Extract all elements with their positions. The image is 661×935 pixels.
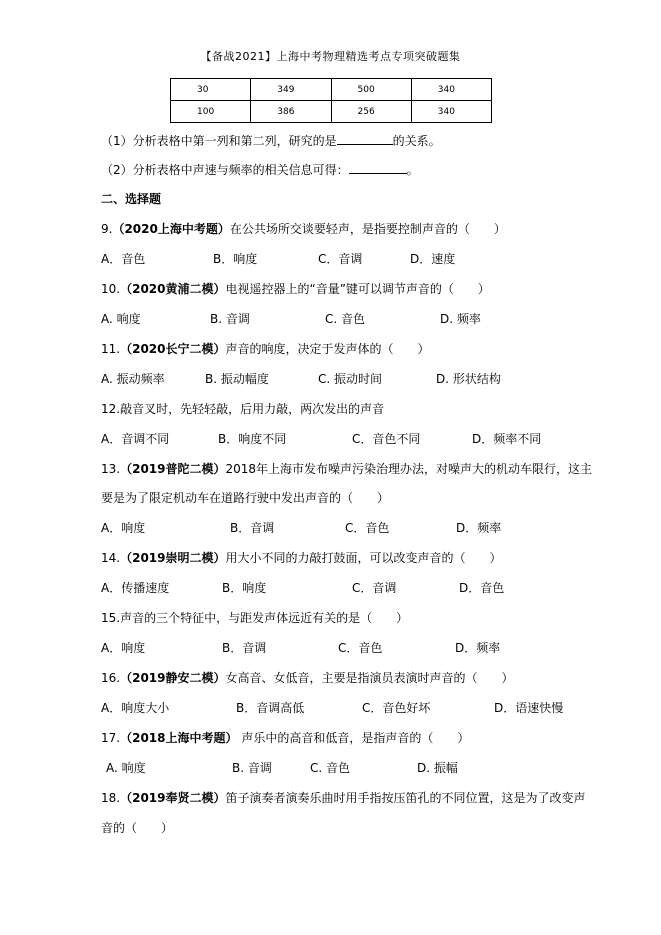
question-13-continued: 要是为了限定机动车在道路行驶中发出声音的（ ） <box>101 491 390 505</box>
sub-question-2-suffix: 。 <box>406 163 419 177</box>
table-cell: 386 <box>251 101 331 123</box>
option-d: D．语速快慢 <box>494 701 564 715</box>
question-source: （2020黄浦二模） <box>120 282 226 296</box>
sub-question-2-prefix: （2）分析表格中声速与频率的相关信息可得： <box>101 163 349 177</box>
option-d: D．频率不同 <box>472 432 542 446</box>
question-text: 敲音叉时，先轻轻敲，后用力敲，两次发出的声音 <box>120 402 385 416</box>
option-d: D. 振幅 <box>417 761 458 775</box>
option-a: A. 振动频率 <box>101 372 165 386</box>
option-c: C. 音色 <box>325 312 366 326</box>
question-number: 18. <box>101 791 121 805</box>
option-b: B．响度不同 <box>218 432 287 446</box>
option-a: A. 响度 <box>101 312 141 326</box>
question-18 <box>101 790 586 806</box>
question-number: 13. <box>101 462 121 476</box>
option-a: A．音调不同 <box>101 432 170 446</box>
question-12 <box>101 401 384 417</box>
table-cell: 340 <box>411 79 491 101</box>
question-text: 电视遥控器上的“音量”键可以调节声音的（ ） <box>225 282 490 296</box>
data-table <box>170 78 492 123</box>
option-b: B. 音调 <box>232 761 272 775</box>
question-text: 声音的响度，决定于发声体的（ ） <box>225 342 430 356</box>
question-source: （2020上海中考题） <box>112 222 230 236</box>
question-source: （2018上海中考题） <box>120 731 238 745</box>
question-text: 用大小不同的力敲打鼓面，可以改变声音的（ ） <box>225 551 502 565</box>
table-cell: 256 <box>331 101 411 123</box>
question-text: 声乐中的高音和低音，是指声音的（ ） <box>237 731 470 745</box>
question-source: （2019普陀二模） <box>120 462 226 476</box>
option-d: D. 频率 <box>440 312 481 326</box>
option-b: B．响度 <box>213 252 258 266</box>
option-a: A. 响度 <box>106 761 146 775</box>
table-row <box>171 79 492 101</box>
table-cell: 340 <box>411 101 491 123</box>
sub-question-2 <box>101 161 419 178</box>
question-source: （2019奉贤二模） <box>120 791 226 805</box>
option-a: A．响度大小 <box>101 701 170 715</box>
question-11 <box>101 341 430 357</box>
option-a: A．音色 <box>101 252 146 266</box>
option-c: C．音色 <box>345 521 390 535</box>
option-c: C. 振动时间 <box>318 372 383 386</box>
option-b: B．响度 <box>222 581 267 595</box>
option-d: D．速度 <box>410 252 456 266</box>
table-cell: 100 <box>171 101 251 123</box>
question-text: 笛子演奏者演奏乐曲时用手指按压笛孔的不同位置，这是为了改变声 <box>225 791 586 805</box>
option-c: C．音调 <box>318 252 363 266</box>
answer-blank-1[interactable] <box>337 132 393 145</box>
question-13 <box>101 461 592 477</box>
option-c: C. 音色 <box>310 761 351 775</box>
page-header: 【备战2021】上海中考物理精选考点专项突破题集 <box>200 50 461 63</box>
question-number: 12. <box>101 402 121 416</box>
question-number: 15. <box>101 611 121 625</box>
option-c: C．音色不同 <box>352 432 421 446</box>
section-title: 二、选择题 <box>101 192 162 206</box>
question-9 <box>101 221 506 237</box>
question-number: 9. <box>101 222 113 236</box>
option-b: B. 音调 <box>210 312 250 326</box>
question-15 <box>101 610 408 626</box>
table-cell: 500 <box>331 79 411 101</box>
option-d: D. 形状结构 <box>436 372 501 386</box>
option-b: B．音调 <box>222 641 267 655</box>
question-text: 2018年上海市发布噪声污染治理办法，对噪声大的机动车限行，这主 <box>225 462 593 476</box>
question-source: （2020长宁二模） <box>120 342 226 356</box>
question-text: 女高音、女低音，主要是指演员表演时声音的（ ） <box>225 671 514 685</box>
question-source: （2019静安二模） <box>120 671 226 685</box>
question-number: 10. <box>101 282 121 296</box>
question-source: （2019崇明二模） <box>120 551 226 565</box>
option-b: B. 振动幅度 <box>205 372 269 386</box>
table-cell: 349 <box>251 79 331 101</box>
option-b: B．音调高低 <box>236 701 305 715</box>
option-c: C．音调 <box>352 581 397 595</box>
option-d: D．频率 <box>455 641 501 655</box>
question-16 <box>101 670 514 686</box>
option-c: C．音色好坏 <box>362 701 431 715</box>
question-17 <box>101 730 469 746</box>
answer-blank-2[interactable] <box>349 161 407 174</box>
option-a: A．响度 <box>101 521 146 535</box>
question-number: 14. <box>101 551 121 565</box>
table-row <box>171 101 492 123</box>
question-number: 16. <box>101 671 121 685</box>
question-text: 在公共场所交谈要轻声，是指要控制声音的（ ） <box>229 222 506 236</box>
sub-question-1-suffix: 的关系。 <box>392 134 441 148</box>
sub-question-1 <box>101 132 441 149</box>
option-a: A．响度 <box>101 641 146 655</box>
question-10 <box>101 281 490 297</box>
option-a: A．传播速度 <box>101 581 170 595</box>
question-number: 17. <box>101 731 121 745</box>
table-cell: 30 <box>171 79 251 101</box>
option-b: B．音调 <box>230 521 275 535</box>
option-d: D．频率 <box>456 521 502 535</box>
sub-question-1-prefix: （1）分析表格中第一列和第二列，研究的是 <box>101 134 337 148</box>
option-c: C．音色 <box>338 641 383 655</box>
option-d: D．音色 <box>459 581 505 595</box>
question-18-continued: 音的（ ） <box>101 821 174 835</box>
question-number: 11. <box>101 342 121 356</box>
question-14 <box>101 550 502 566</box>
question-text: 声音的三个特征中，与距发声体远近有关的是（ ） <box>120 611 409 625</box>
